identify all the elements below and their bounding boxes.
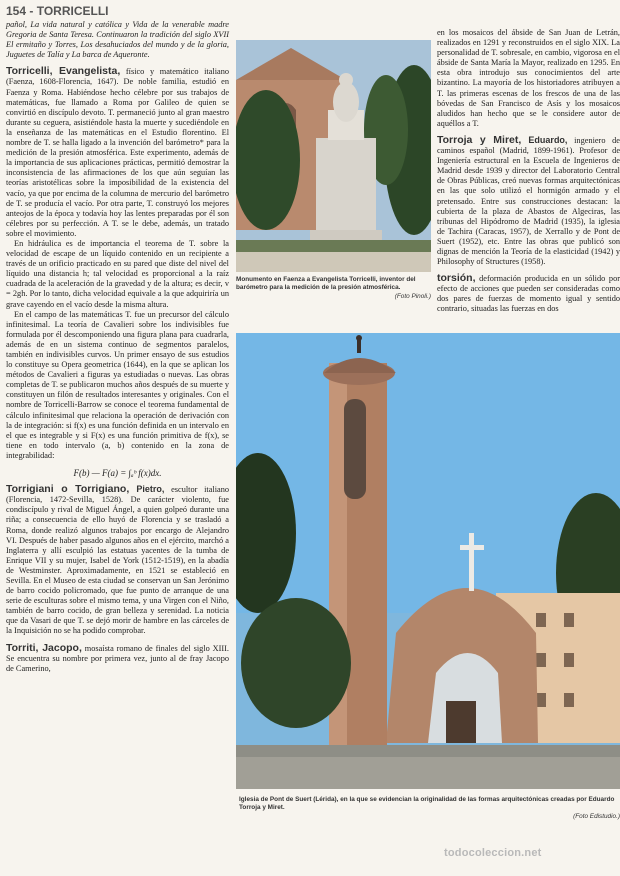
headword-torricelli: Torricelli, Evangelista,	[6, 65, 121, 78]
entry-torsion	[437, 273, 620, 314]
torrigiani-firstname: Pietro,	[129, 484, 165, 495]
church-illustration	[236, 333, 620, 789]
torricelli-text-3: En el campo de las matemáticas T. fue un precursor del cálculo infinitesimal. La teoría de Cavalieri sobre los indivisibles fue formulada por él descomponiendo una figura plana para cuadrarla, además de en un sistema continuo de segmentos paralelos, también en indivisibles curvos. Un primer ensayo de sus estudios lo constituye su Opera geometrica (1644), en la que se aplican los métodos de Cavalieri a figuras ya estudiadas o nuevas. Las obras completas de T. se publicaron muchos años después de su muerte y constituyen un filón de resultados interesantes y originales. Con el nombre de Torricelli-Barrow se conoce el teorema fundamental de cálculo infinitesimal que relaciona la operación de derivación con la de integración: si f(x) es una función definida en un intervalo en el que es integrable y si F(x) es una función primitiva de f(x), se tiene en todo intervalo (a, b) contenido en la zona de integrabilidad:	[6, 309, 229, 460]
integral-formula: F(b) — F(a) = ∫ₐᵇ f(x)dx.	[73, 468, 162, 479]
photo-credit-2: (Foto Edistudio.)	[573, 812, 620, 820]
torroja-firstname: Eduardo,	[521, 134, 568, 145]
torriti-text: mosaísta romano de finales del siglo XIII. Se encuentra su nombre por primera vez, junto al de fray Jacopo de Camerino,	[6, 643, 229, 673]
photo-credit-1: (Foto Pinoli.)	[394, 292, 431, 300]
caption-text-1: Monumento en Faenza a Evangelista Torricelli, inventor del barómetro para la medición de la presión atmosférica.	[236, 276, 416, 292]
intro-paragraph: pañol, La vida natural y católica y Vida de la venerable madre Gregoria de Santa Teresa. Continuaron la tradición del siglo XVII El ermitaño y Torres, Los desahuciados del mundo y de la gloria, Juguetes de Talía y La barca de Aqueronte.	[6, 20, 229, 60]
header-separator: -	[29, 4, 37, 18]
torricelli-text-2: En hidráulica es de importancia el teorema de T. sobre la velocidad de escape de un líquido contenido en un recipiente a través de un orificio practicado en su pared que diste del nivel del líquido una distancia h; tal velocidad es proporcional a la raíz cuadrada de la aceleración de la gravedad y de la altura; es decir, v = 2gh. Por lo tanto, dicha velocidad equivale a la que adquiriría un grave cayendo en el vacío desde la misma altura.	[6, 238, 229, 309]
page-title: TORRICELLI	[36, 4, 109, 18]
entry-torrigiani	[6, 484, 229, 636]
site-watermark: todocoleccion.net	[444, 847, 542, 859]
headword-torrigiani: Torrigiani o Torrigiano,	[6, 483, 130, 496]
torriti-continuation: en los mosaicos del ábside de San Juan de Letrán, realizados en 1291 y reconstruidos en el siglo XIX. La personalidad de T. sobresale, en cambio, vigorosa en el ábside de Santa María la Mayor, realizado en 1295. En esta obra introdujo sus conocimientos del arte bizantino. La mayoría de los historiadores atribuyen a T. las primeras escenas de los frescos de una de las bóvedas de San Francisco de Asís y los mosaicos aludidos han hecho que se le considere autor de aquéllos a T.	[437, 28, 620, 128]
headword-torsion: torsión,	[437, 272, 476, 285]
torroja-text: ingeniero de caminos español (Madrid, 1899-1961). Profesor de Ingeniería estructural en la Escuela de Ingenieros de Madrid desde 1939 y director del Laboratorio Central de Obras Públicas, creó nuevas formas arquitectónicas en las que solo utilizó el hormigón armado y el pretensado. Entre sus construcciones destacan: la cubierta de la plaza de Abastos de Algeciras, las tribunas del Hipódromo de Madrid (1935), la iglesia de Tachira (Caracas, 1957), de Xerrallo y de Pont de Suert (1952), etc. Entre las obras que publicó son dignas de mención la Teoría de la elasticidad (1942) y Philosophy of Structures (1958).	[437, 135, 620, 267]
page-number: 154	[6, 4, 27, 18]
headword-torriti: Torriti, Jacopo,	[6, 641, 82, 654]
left-column	[6, 20, 229, 674]
entry-torriti	[6, 643, 229, 674]
caption-text-2: Iglesia de Pont de Suert (Lérida), en la que se evidencian la originalidad de las formas arquitectónicas creadas por Eduardo Torroja y Miret.	[239, 796, 615, 812]
right-column	[437, 28, 620, 315]
torsion-text: deformación producida en un sólido por efecto de acciones que pueden ser consideradas como dos pares de fuerzas de momento igual y sentido contrario, situadas las fuerzas en dos	[437, 274, 620, 314]
monument-illustration	[236, 40, 431, 272]
torricelli-text-1: físico y matemático italiano (Faenza, 1608-Florencia, 1647). De noble familia, estudió en Faenza y Roma. Habiéndose hecho célebre por sus trabajos de matemáticas, fue llamado a Roma por Galileo de quien se convirtió en discípulo devoto. T. permaneció junto al gran maestro durante su ceguera, asistiéndole hasta la muerte y sucediéndole en la enseñanza de las matemáticas en el Estudio florentino. El nombre de T. se halla ligado a la invención del barómetro* para la medición de la presión atmosférica. Este experimento, además de la importancia de sus aplicaciones prácticas, permitió demostrar la inconsistencia de las afirmaciones de los que aún seguían las teorías aristotélicas sobre la imposibilidad de la existencia del vacío, ya que por encima de la columna de mercurio del barómetro de T. se producía el vacío. Por otra parte, T. construyó los mejores anteojos de la época y todavía hoy las lentes preparadas por él son célebres por su perfección. A T. se le debe, además, un tratado sobre el movimiento.	[6, 67, 229, 238]
caption-photo-2	[239, 796, 620, 821]
headword-torroja: Torroja y Miret,	[437, 133, 522, 146]
entry-torroja	[437, 135, 620, 267]
photo-torricelli-monument	[236, 40, 431, 272]
caption-photo-1	[236, 276, 431, 301]
photo-pont-de-suert-church	[236, 333, 620, 789]
entry-torricelli	[6, 66, 229, 239]
torrigiani-text: escultor italiano (Florencia, 1472-Sevilla, 1528). De carácter violento, fue condiscípulo y rival de Miguel Ángel, a quien golpeó durante una riña; a consecuencia de ello huyó de Florencia y se trasladó a Roma, donde realizó algunos trabajos por encargo de Alejandro VI. Después de haber pasado algunos años en el ejército, marchó a Inglaterra y allí esculpió las estatuas yacentes de la tumba de Enrique VII y su mujer, Isabel de York (1512-1519), en la abadía de Westminster. Aproximadamente, en 1521 se estableció en Sevilla. En el Museo de esta ciudad se conservan un San Jerónimo de barro cocido policromado, que fue punto de arranque de una serie de esculturas sobre el mismo tema, y una Virgen con el Niño, también de barro cocido, de gran belleza y serenidad. La noticia que da Vasari de que T. se dejó morir de hambre en las cárceles de la Inquisición no se ha podido comprobar.	[6, 485, 229, 636]
